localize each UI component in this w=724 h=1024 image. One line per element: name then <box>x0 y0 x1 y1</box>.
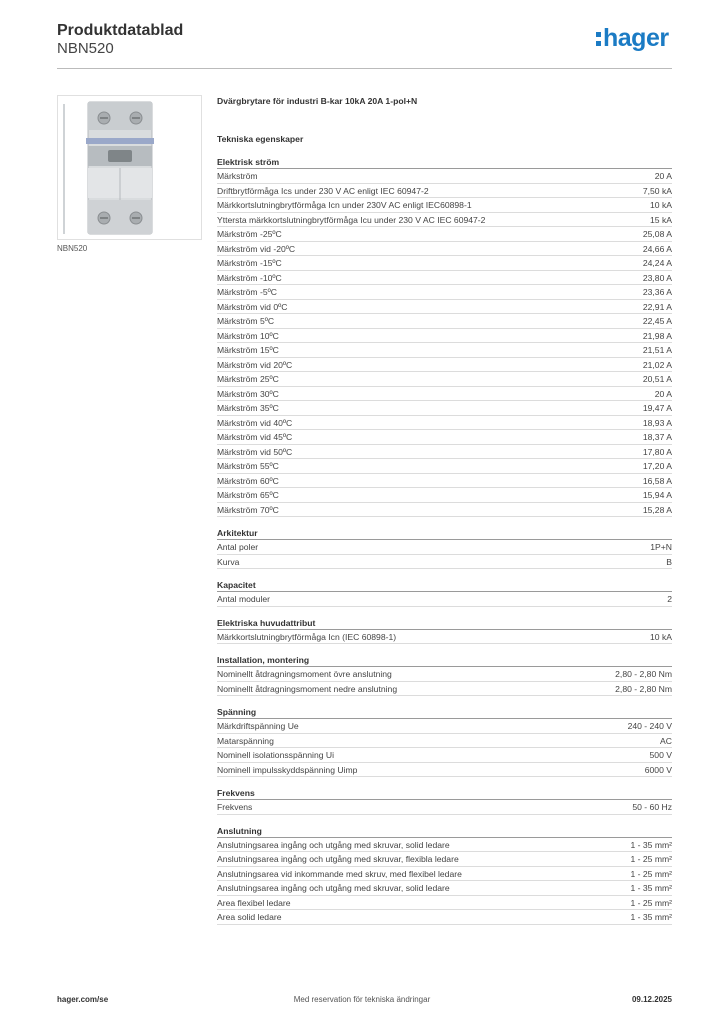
section-title: Installation, montering <box>217 654 672 667</box>
spec-row <box>217 256 672 271</box>
spec-section <box>217 617 672 645</box>
spec-row <box>217 343 672 358</box>
spec-row <box>217 910 672 925</box>
spec-value: 21,02 A <box>642 359 672 370</box>
spec-row <box>217 358 672 373</box>
spec-value: 1 - 25 mm² <box>630 897 672 908</box>
spec-label: Märkström vid 50ºC <box>217 446 293 457</box>
spec-value: 15,94 A <box>642 490 672 500</box>
spec-row <box>217 372 672 387</box>
document-subtitle: NBN520 <box>57 40 114 57</box>
spec-label: Yttersta märkkortslutningbrytförmåga Icu under 230 V AC IEC 60947-2 <box>217 214 486 225</box>
spec-label: Area flexibel ledare <box>217 897 291 908</box>
spec-label: Nominellt åtdragningsmoment nedre anslutning <box>217 683 398 694</box>
spec-row <box>217 488 672 503</box>
spec-label: Area solid ledare <box>217 912 282 922</box>
spec-row <box>217 169 672 184</box>
spec-value: 24,24 A <box>642 258 672 268</box>
spec-section <box>217 156 672 517</box>
spec-row <box>217 800 672 815</box>
spec-row <box>217 852 672 867</box>
spec-row <box>217 285 672 300</box>
spec-section <box>217 825 672 925</box>
spec-value: 1 - 35 mm² <box>630 839 672 850</box>
spec-label: Märkström 60ºC <box>217 475 279 486</box>
spec-label: Märkström 65ºC <box>217 490 279 500</box>
product-description: Dvärgbrytare för industri B-kar 10kA 20A 1-pol+N <box>217 96 418 106</box>
spec-row <box>217 763 672 778</box>
spec-value: 10 kA <box>650 200 672 210</box>
spec-label: Märkström 10ºC <box>217 330 279 341</box>
spec-value: 2,80 - 2,80 Nm <box>615 683 672 694</box>
spec-value: 1 - 25 mm² <box>630 854 672 864</box>
spec-value: 19,47 A <box>642 403 672 413</box>
spec-row <box>217 445 672 460</box>
spec-row <box>217 838 672 853</box>
spec-label: Antal poler <box>217 542 259 552</box>
spec-value: 500 V <box>649 750 672 760</box>
spec-value: 17,80 A <box>642 446 672 457</box>
spec-value: 10 kA <box>650 631 672 642</box>
section-title: Spänning <box>217 706 672 719</box>
spec-value: AC <box>660 735 672 746</box>
spec-label: Märkström vid 20ºC <box>217 359 293 370</box>
spec-value: 15 kA <box>650 214 672 225</box>
logo-text: hager <box>603 24 669 52</box>
header-divider <box>57 68 672 69</box>
spec-label: Anslutningsarea ingång och utgång med skruvar, solid ledare <box>217 839 450 850</box>
section-title: Elektriska huvudattribut <box>217 617 672 630</box>
spec-label: Nominell impulsskyddspänning Uimp <box>217 764 358 775</box>
spec-value: 23,36 A <box>642 287 672 297</box>
spec-value: 23,80 A <box>642 272 672 283</box>
footer-notice: Med reservation för tekniska ändringar <box>293 995 431 1004</box>
spec-row <box>217 667 672 682</box>
section-title: Frekvens <box>217 787 672 800</box>
spec-label: Märkström 25ºC <box>217 374 279 384</box>
spec-label: Märkström <box>217 171 258 181</box>
spec-value: 20 A <box>654 171 672 181</box>
spec-section <box>217 706 672 777</box>
spec-label: Anslutningsarea vid inkommande med skruv, med flexibel ledare <box>217 868 462 879</box>
spec-value: 18,37 A <box>642 432 672 442</box>
spec-row <box>217 213 672 228</box>
spec-value: 24,66 A <box>642 243 672 254</box>
footer-website: hager.com/se <box>57 995 109 1004</box>
spec-value: 16,58 A <box>642 475 672 486</box>
spec-row <box>217 748 672 763</box>
spec-label: Märkström vid 40ºC <box>217 417 293 428</box>
spec-label: Märkström vid -20ºC <box>217 243 296 254</box>
logo-dots-icon <box>596 32 601 46</box>
hager-logo <box>596 24 669 53</box>
spec-value: 1 - 35 mm² <box>630 912 672 922</box>
spec-value: 25,08 A <box>642 229 672 239</box>
spec-row <box>217 474 672 489</box>
spec-value: 20 A <box>654 388 672 399</box>
circuit-breaker-icon <box>58 96 201 239</box>
spec-value: 1P+N <box>650 542 672 552</box>
spec-label: Märkkortslutningbrytförmåga Icn under 230V AC enligt IEC60898-1 <box>217 200 472 210</box>
spec-section <box>217 787 672 815</box>
spec-label: Märkström 35ºC <box>217 403 279 413</box>
spec-value: 15,28 A <box>642 504 672 515</box>
spec-value: 20,51 A <box>642 374 672 384</box>
spec-value: 21,98 A <box>642 330 672 341</box>
section-title: Kapacitet <box>217 579 672 592</box>
spec-label: Märkdriftspänning Ue <box>217 721 299 731</box>
spec-row <box>217 734 672 749</box>
spec-label: Märkström 5ºC <box>217 316 275 326</box>
product-image-caption: NBN520 <box>57 244 88 253</box>
spec-row <box>217 401 672 416</box>
spec-sections <box>217 156 672 925</box>
spec-label: Märkström vid 45ºC <box>217 432 293 442</box>
spec-row <box>217 271 672 286</box>
spec-row <box>217 630 672 645</box>
properties-heading: Tekniska egenskaper <box>217 134 304 144</box>
spec-row <box>217 682 672 697</box>
footer-date: 09.12.2025 <box>631 995 672 1004</box>
spec-label: Märkström 15ºC <box>217 345 279 355</box>
section-title: Anslutning <box>217 825 672 838</box>
spec-label: Märkström vid 0ºC <box>217 301 288 312</box>
spec-label: Matarspänning <box>217 735 274 746</box>
spec-label: Nominellt åtdragningsmoment övre anslutning <box>217 669 392 679</box>
spec-label: Frekvens <box>217 802 253 812</box>
spec-row <box>217 555 672 570</box>
spec-section <box>217 527 672 569</box>
section-title: Elektrisk ström <box>217 156 672 169</box>
section-title: Arkitektur <box>217 527 672 540</box>
document-title: Produktdatablad <box>57 22 184 39</box>
spec-value: 2,80 - 2,80 Nm <box>615 669 672 679</box>
spec-label: Kurva <box>217 556 240 567</box>
spec-row <box>217 459 672 474</box>
spec-label: Anslutningsarea ingång och utgång med skruvar, flexibla ledare <box>217 854 459 864</box>
spec-row <box>217 430 672 445</box>
spec-section <box>217 579 672 607</box>
spec-label: Märkström 55ºC <box>217 461 279 471</box>
spec-value: 22,91 A <box>642 301 672 312</box>
spec-label: Anslutningsarea ingång och utgång med skruvar, solid ledare <box>217 883 450 893</box>
spec-value: 18,93 A <box>642 417 672 428</box>
spec-label: Nominell isolationsspänning Ui <box>217 750 335 760</box>
spec-value: 22,45 A <box>642 316 672 326</box>
spec-value: 17,20 A <box>642 461 672 471</box>
spec-row <box>217 314 672 329</box>
spec-label: Märkström -25ºC <box>217 229 282 239</box>
spec-value: 6000 V <box>644 764 672 775</box>
spec-row <box>217 416 672 431</box>
spec-value: 7,50 kA <box>642 185 672 196</box>
spec-row <box>217 198 672 213</box>
spec-row <box>217 592 672 607</box>
spec-row <box>217 227 672 242</box>
spec-row <box>217 867 672 882</box>
spec-row <box>217 387 672 402</box>
spec-label: Märkström -5ºC <box>217 287 277 297</box>
product-image <box>57 95 202 240</box>
spec-value: 2 <box>667 594 672 604</box>
spec-row <box>217 540 672 555</box>
spec-section <box>217 654 672 696</box>
spec-row <box>217 242 672 257</box>
spec-value: B <box>666 556 672 567</box>
spec-label: Märkström -10ºC <box>217 272 282 283</box>
spec-label: Märkkortslutningbrytförmåga Icn (IEC 60898-1) <box>217 631 397 642</box>
spec-row <box>217 896 672 911</box>
spec-row <box>217 184 672 199</box>
spec-row <box>217 329 672 344</box>
spec-value: 1 - 25 mm² <box>630 868 672 879</box>
spec-label: Märkström 30ºC <box>217 388 279 399</box>
spec-label: Märkström 70ºC <box>217 504 279 515</box>
spec-label: Antal moduler <box>217 594 271 604</box>
spec-value: 240 - 240 V <box>627 721 672 731</box>
spec-row <box>217 881 672 896</box>
spec-row <box>217 300 672 315</box>
spec-label: Märkström -15ºC <box>217 258 282 268</box>
spec-content <box>217 95 672 935</box>
spec-row <box>217 719 672 734</box>
spec-label: Driftbrytförmåga Ics under 230 V AC enligt IEC 60947-2 <box>217 185 429 196</box>
spec-value: 50 - 60 Hz <box>632 802 672 812</box>
spec-row <box>217 503 672 518</box>
spec-value: 21,51 A <box>642 345 672 355</box>
spec-value: 1 - 35 mm² <box>630 883 672 893</box>
